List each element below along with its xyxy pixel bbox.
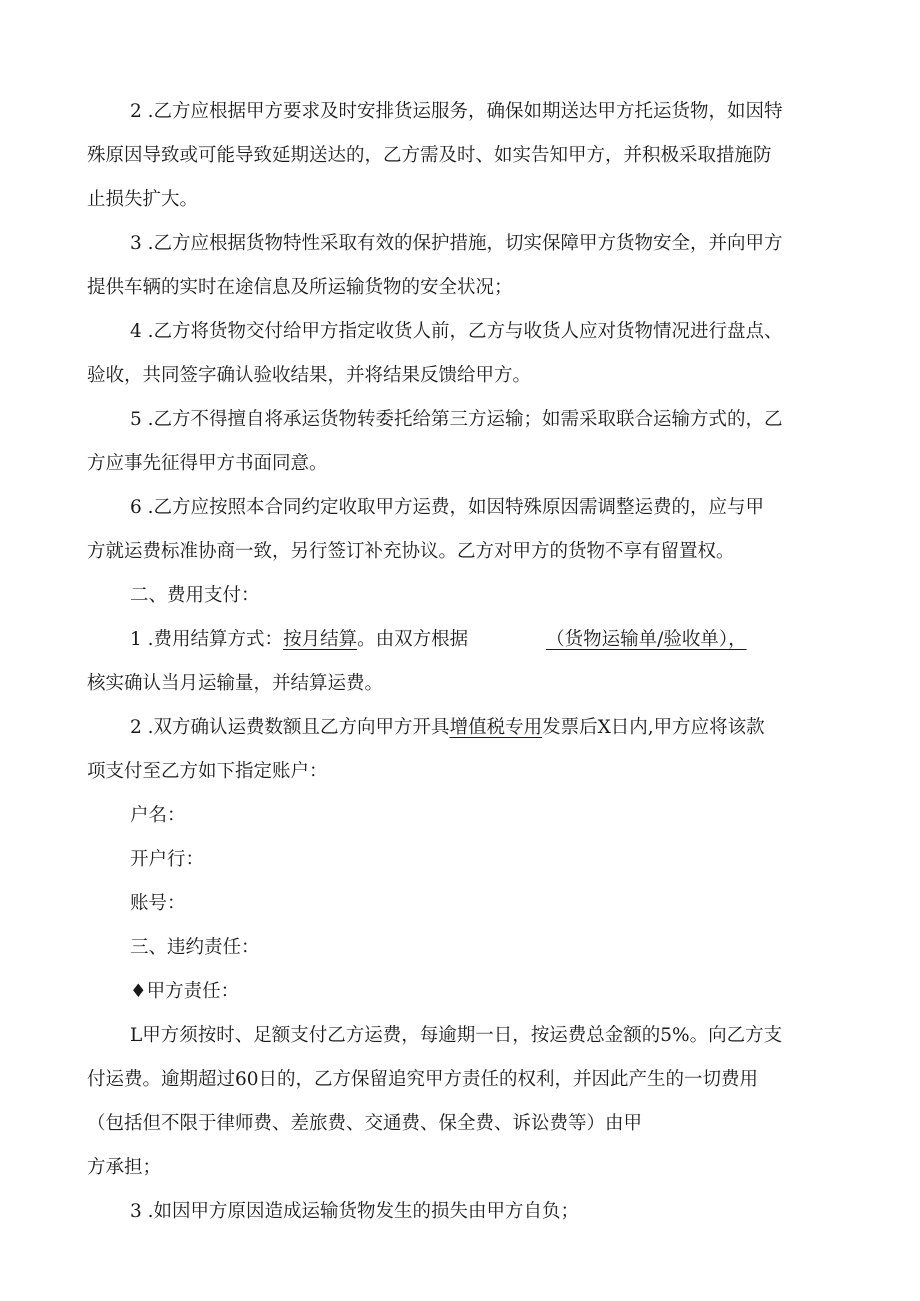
clause-6-line-2: 方就运费标准协商一致，另行签订补充协议。乙方对甲方的货物不享有留置权。 [87,541,735,562]
clause-number: 4 [130,321,142,342]
liability-clause-3: 3 .如因甲方原因造成运输货物发生的损失由甲方自负； [130,1201,580,1222]
clause-5-line-1: 5 .乙方不得擅自将承运货物转委托给第三方运输；如需采取联合运输方式的，乙 [130,409,783,430]
clause-number: 2 [130,717,142,738]
clause-text: 乙方不得擅自将承运货物转委托给第三方运输；如需采取联合运输方式的，乙 [153,409,783,430]
section-heading-liability: 三、违约责任： [130,937,260,958]
clause-2-line-3: 止损失扩大。 [87,189,199,210]
account-name-label: 户名： [130,805,186,826]
settlement-label: 费用结算方式： [153,629,284,650]
bank-label: 开户行： [130,849,205,870]
clause-text: 如因甲方原因造成运输货物发生的损失由甲方自负； [153,1201,580,1222]
clause-text: 乙方应按照本合同约定收取甲方运费，如因特殊原因需调整运费的，应与甲 [153,497,765,518]
liability-clause-1-line-2: 付运费。逾期超过60日的，乙方保留追究甲方责任的权利，并因此产生的一切费用 [87,1069,759,1090]
clause-number: 2 [130,101,142,122]
clause-2-line-2: 殊原因导致或可能导致延期送达的，乙方需及时、如实告知甲方，并积极采取措施防 [87,145,772,166]
liability-clause-1-line-3: （包括但不限于律师费、差旅费、交通费、保全费、诉讼费等）由甲 [87,1113,643,1134]
clause-number: 3 [130,1201,142,1222]
clause-4-line-1: 4 .乙方将货物交付给甲方指定收货人前，乙方与收货人应对货物情况进行盘点、 [130,321,783,342]
party-a-liability-heading: ♦甲方责任： [130,981,240,1002]
invoice-type: 增值税专用 [449,717,543,738]
clause-5-line-2: 方应事先征得甲方书面同意。 [87,453,328,474]
clause-number: 3 [130,233,142,254]
clause-number: 1 [130,629,142,650]
section-heading-fees: 二、费用支付： [130,585,260,606]
clause-text: 双方确认运费数额且乙方向甲方开具 [153,717,450,738]
liability-clause-1-line-4: 方承担； [87,1157,162,1178]
fees-clause-1-line-2: 核实确认当月运输量，并结算运费。 [87,673,384,694]
clause-3-line-2: 提供车辆的实时在途信息及所运输货物的安全状况； [87,277,513,298]
clause-number: 6 [130,497,142,518]
fees-clause-1-line-1: 1 .费用结算方式：按月结算。由双方根据 （货物运输单/验收单）， [130,629,747,650]
clause-text: 。由双方根据 [357,629,469,650]
clause-text: 乙方将货物交付给甲方指定收货人前，乙方与收货人应对货物情况进行盘点、 [153,321,783,342]
clause-text: 乙方应根据货物特性采取有效的保护措施，切实保障甲方货物安全，并向甲方 [153,233,783,254]
clause-3-line-1: 3 .乙方应根据货物特性采取有效的保护措施，切实保障甲方货物安全，并向甲方 [130,233,783,254]
liability-clause-1-line-1: L甲方须按时、足额支付乙方运费，每逾期一日，按运费总金额的5%。向乙方支 [130,1025,783,1046]
clause-4-line-2: 验收，共同签字确认验收结果，并将结果反馈给甲方。 [87,365,532,386]
settlement-method: 按月结算 [283,629,358,650]
clause-text: 发票后X日内,甲方应将该款 [542,717,765,738]
basis-document: （货物运输单/验收单）， [546,629,747,650]
fees-clause-2-line-2: 项支付至乙方如下指定账户： [87,761,328,782]
clause-2-line-1: 2 .乙方应根据甲方要求及时安排货运服务，确保如期送达甲方托运货物，如因特 [130,101,783,122]
clause-6-line-1: 6 .乙方应按照本合同约定收取甲方运费，如因特殊原因需调整运费的，应与甲 [130,497,765,518]
clause-text: 乙方应根据甲方要求及时安排货运服务，确保如期送达甲方托运货物，如因特 [153,101,783,122]
account-number-label: 账号： [130,893,186,914]
clause-number: 5 [130,409,142,430]
fees-clause-2-line-1: 2 .双方确认运费数额且乙方向甲方开具增值税专用发票后X日内,甲方应将该款 [130,717,765,738]
